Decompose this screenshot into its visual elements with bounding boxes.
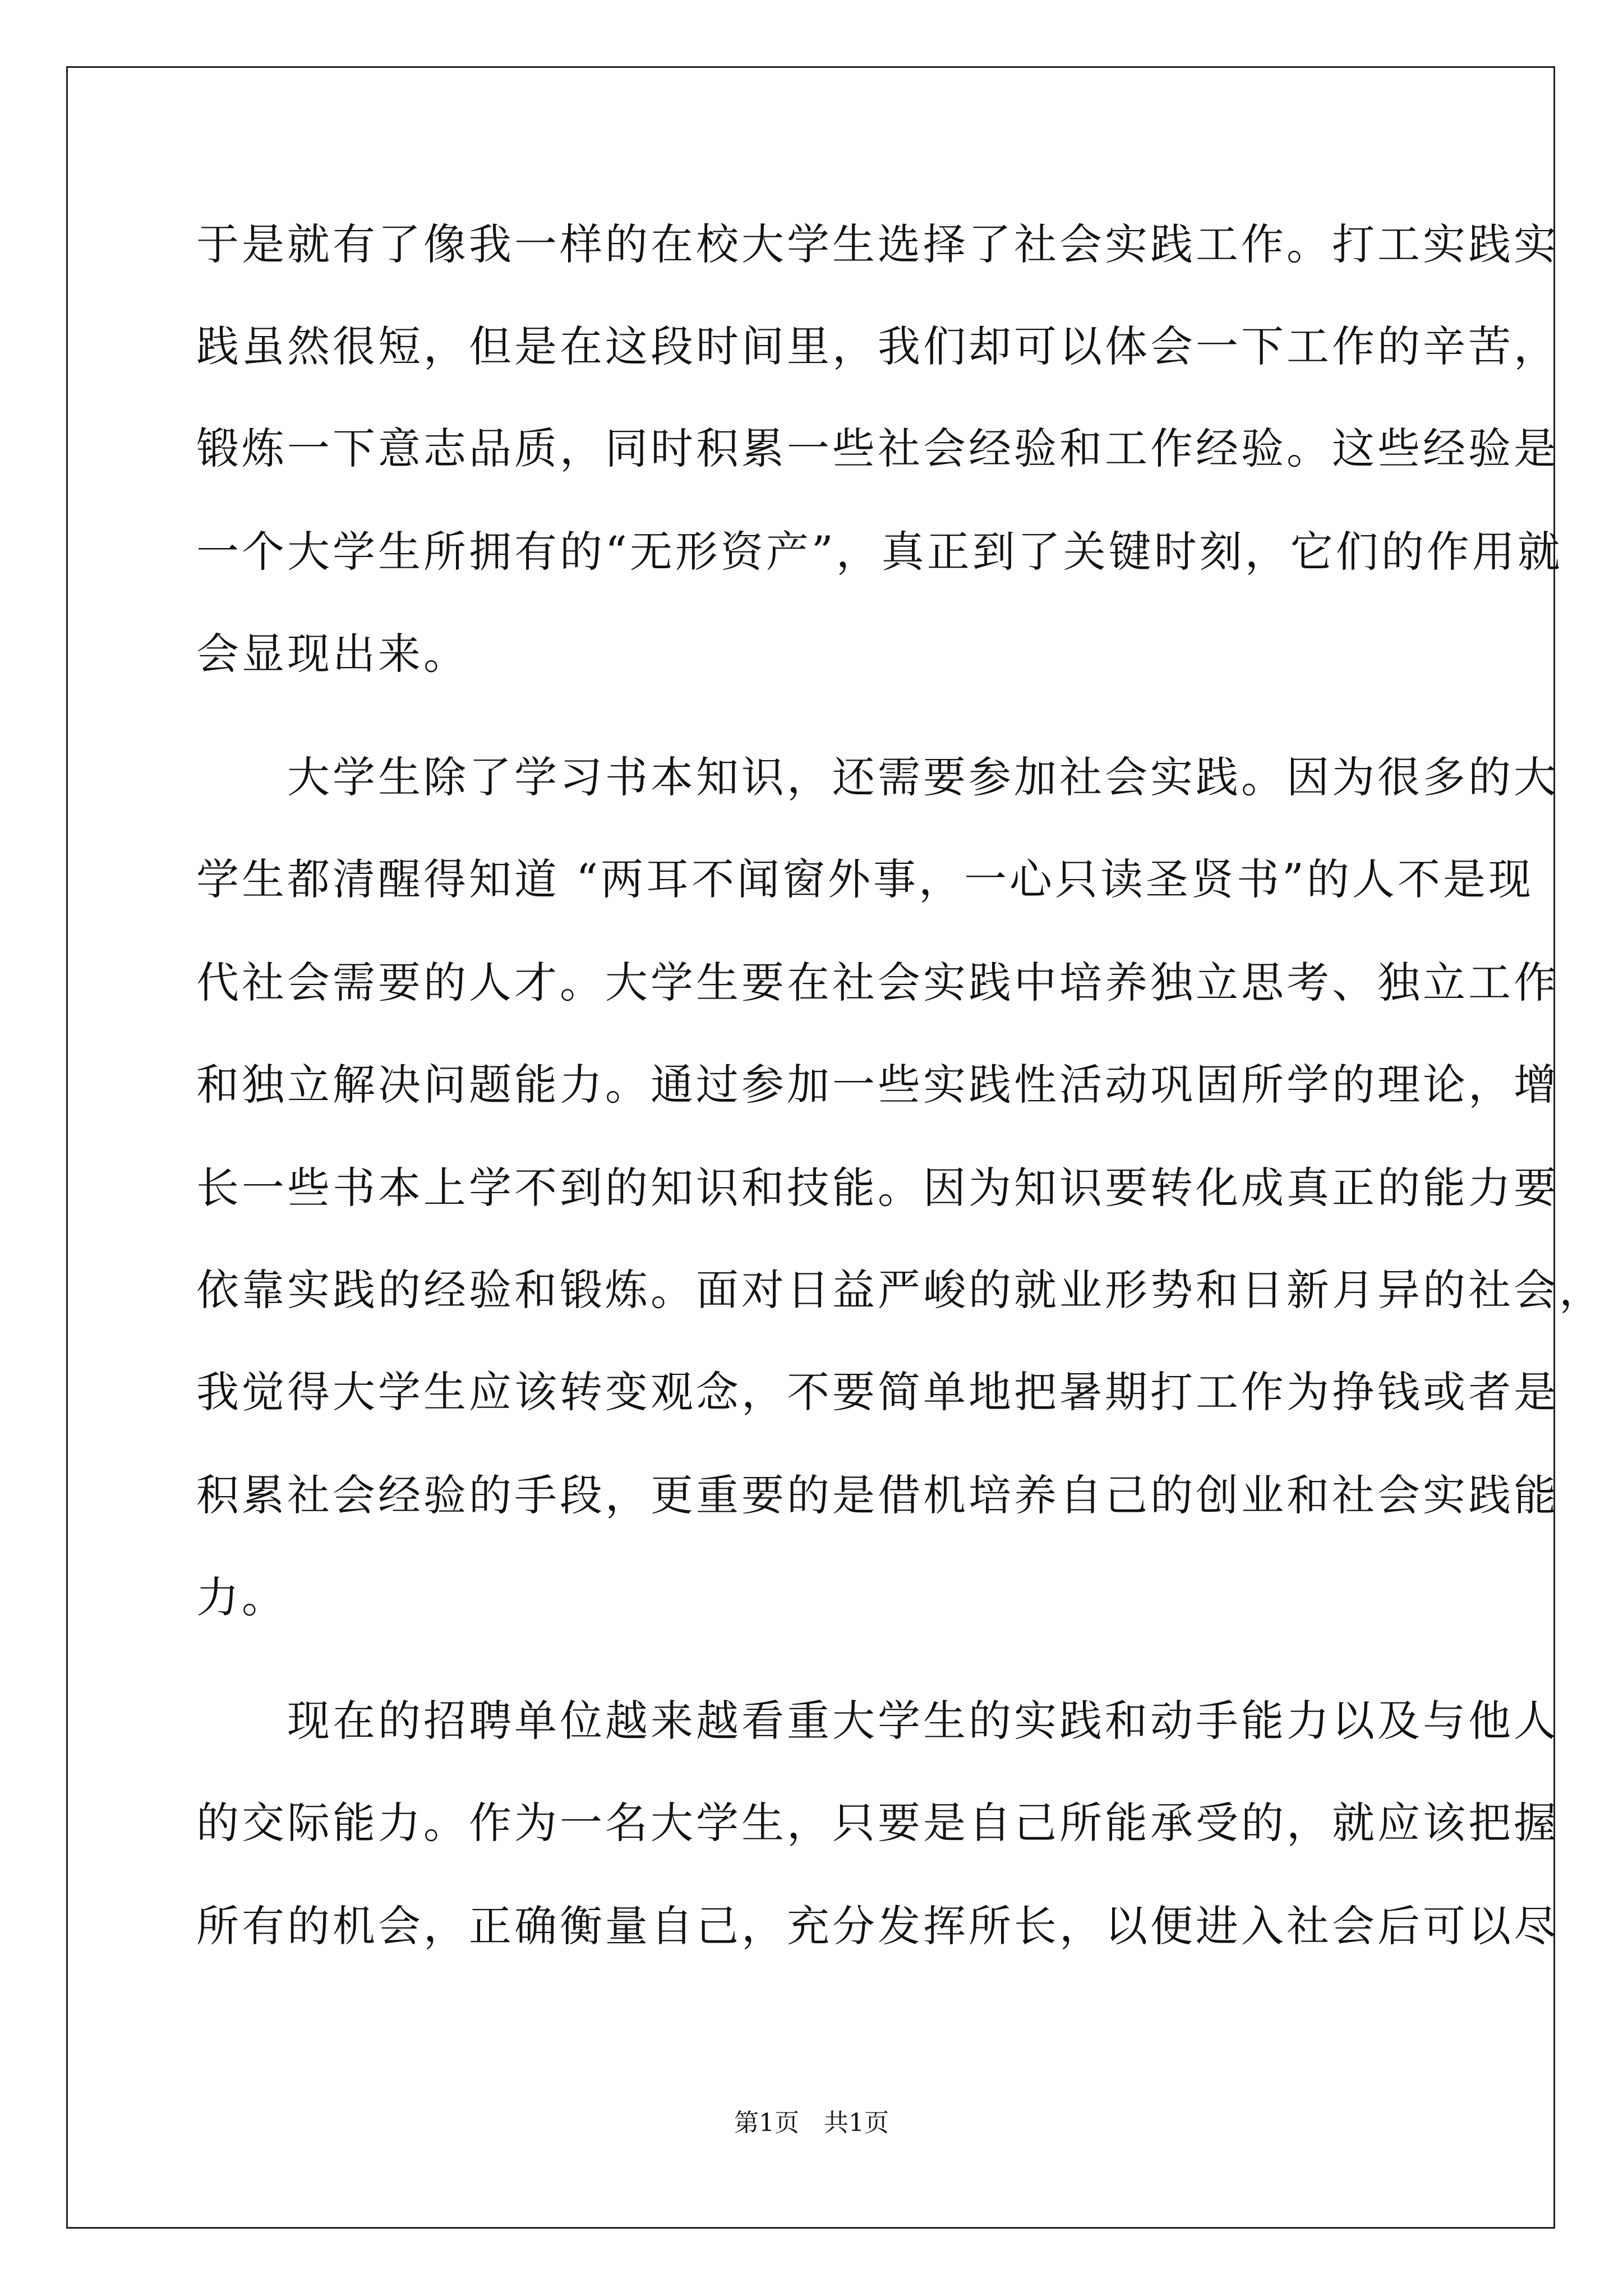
text-line: 依靠实践的经验和锻炼。面对日益严峻的就业形势和日新月异的社会， [196,1265,1604,1315]
text-line: 所有的机会，正确衡量自己，充分发挥所长，以便进入社会后可以尽 [196,1901,1559,1951]
text-line: 锻炼一下意志品质，同时积累一些社会经验和工作经验。这些经验是 [196,424,1559,473]
text-line: 和独立解决问题能力。通过参加一些实践性活动巩固所学的理论，增 [196,1060,1559,1110]
text-line: 现在的招聘单位越来越看重大学生的实践和动手能力以及与他人 [196,1696,1559,1746]
text-line: 会显现出来。 [196,629,469,679]
text-line: 积累社会经验的手段，更重要的是借机培养自己的创业和社会实践能 [196,1470,1559,1520]
text-line: 一个大学生所拥有的“无形资产”，真正到了关键时刻，它们的作用就 [196,527,1563,577]
text-line: 于是就有了像我一样的在校大学生选择了社会实践工作。打工实践实 [196,219,1559,269]
page-number: 第1页 共1页 [734,2109,889,2137]
text-line: 大学生除了学习书本知识，还需要参加社会实践。因为很多的大 [196,752,1559,802]
text-line: 的交际能力。作为一名大学生，只要是自己所能承受的，就应该把握 [196,1798,1559,1848]
text-line: 代社会需要的人才。大学生要在社会实践中培养独立思考、独立工作 [196,958,1559,1007]
text-line: 力。 [196,1572,287,1622]
text-line: 长一些书本上学不到的知识和技能。因为知识要转化成真正的能力要 [196,1163,1559,1213]
text-line: 我觉得大学生应该转变观念，不要简单地把暑期打工作为挣钱或者是 [196,1367,1559,1417]
text-line: 践虽然很短，但是在这段时间里，我们却可以体会一下工作的辛苦， [196,321,1559,371]
text-line: 学生都清醒得知道 “两耳不闻窗外事，一心只读圣贤书”的人不是现 [196,854,1534,904]
